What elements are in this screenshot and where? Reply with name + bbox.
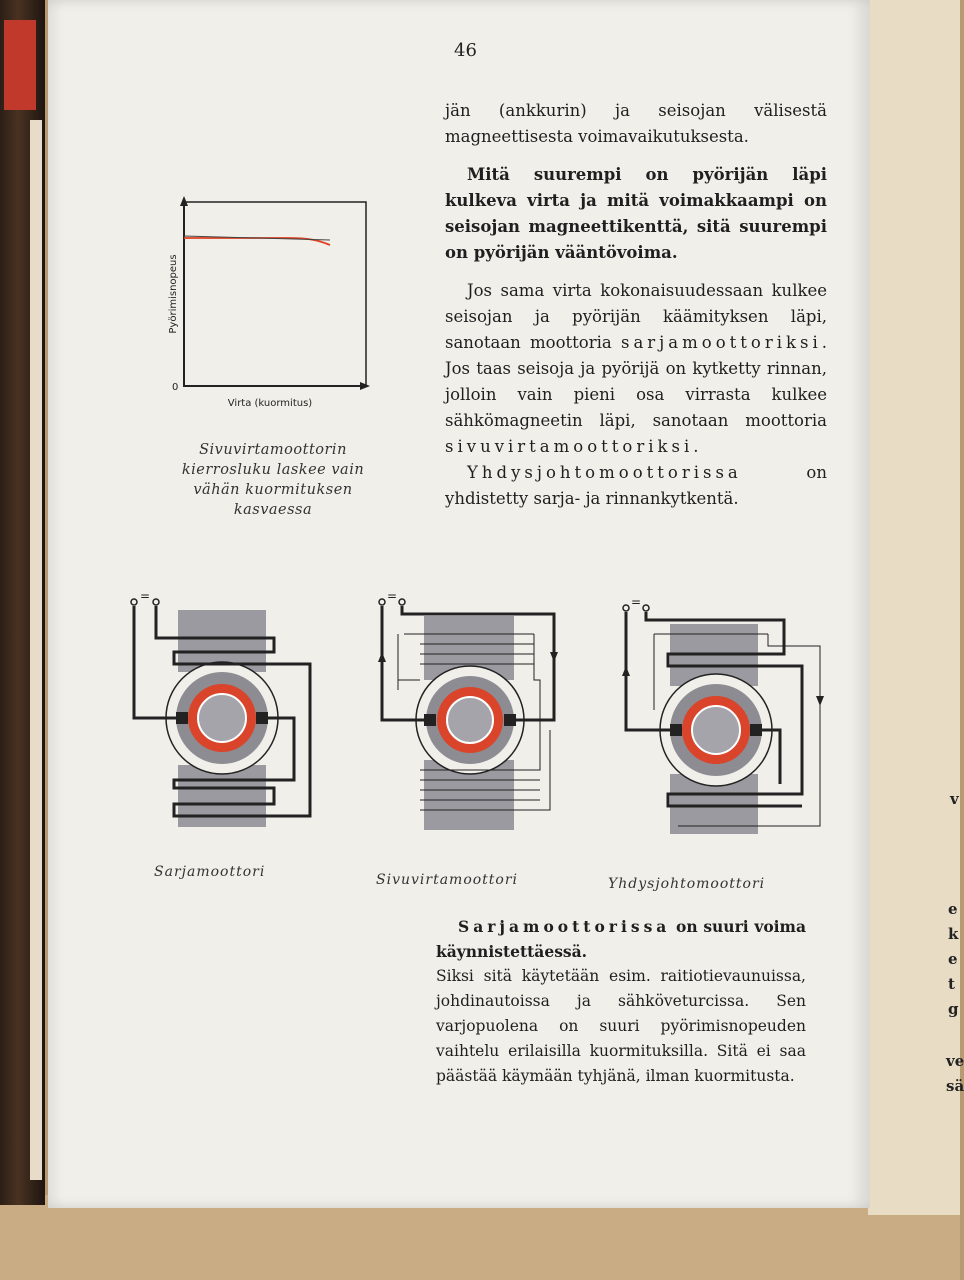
shunt-motor-diagram: [374, 590, 584, 840]
terminal-symbol: =: [631, 595, 642, 609]
terminal-symbol: =: [387, 589, 398, 603]
page-number: 46: [454, 40, 477, 61]
diagram-caption-shunt: Sivuvirtamoottori: [376, 872, 519, 888]
spine-label: [4, 20, 36, 110]
right-text-column: [445, 98, 827, 512]
next-page-fragment: v: [950, 790, 959, 808]
paragraph: Jos sama virta kokonaisuudessaan kulkee seisojan ja pyörijän käämityksen läpi, sanotaan moottoria sarjamoottoriksi. Jos taas seisoja ja pyörijä on kytketty rinnan, jolloin vain pieni osa virrasta kulkee sähkömagneetin läpi, sanotaan moottoria sivuvirtamoottoriksi.: [445, 281, 827, 456]
paragraph: jän (ankkurin) ja seisojan välisestä magneettisesta voimavaikutuksesta.: [445, 101, 827, 146]
origin-label: 0: [172, 382, 179, 393]
next-page-fragment: t: [948, 975, 955, 993]
bottom-text-column: [436, 914, 806, 1089]
next-page-fragment: e: [948, 900, 958, 918]
terminal-symbol: =: [140, 589, 151, 603]
next-page-fragment: k: [948, 925, 959, 943]
next-page-fragment: g: [948, 1000, 959, 1018]
x-axis-label: Virta (kuormitus): [227, 398, 313, 409]
speed-load-graph: [158, 190, 418, 420]
next-page-fragment: sä: [946, 1077, 964, 1095]
diagram-caption-compound: Yhdysjohtomoottori: [608, 876, 766, 892]
bold-statement: Sarjamoottorissa on suuri voima käynnistettäessä.: [436, 917, 806, 961]
page-edges: [30, 120, 42, 1180]
compound-motor-diagram: [618, 594, 838, 844]
y-axis-label: Pyörimisnopeus: [168, 254, 179, 334]
next-page-fragment: ve: [946, 1052, 964, 1070]
spaced-term: Sarjamoottorissa: [458, 917, 671, 936]
diagram-caption-series: Sarjamoottori: [154, 864, 266, 880]
spaced-term: Yhdysjohtomoottorissa: [467, 463, 742, 482]
paragraph: Siksi sitä käytetään esim. raitiotievaunuissa, johdinautoissa ja sähköveturcissa. Sen varjopuolena on suuri pyörimisnopeuden vaihtelu erilaisilla kuormituksilla. Sitä ei saa päästää käymään tyhjänä, ilman kuormitusta.: [436, 967, 806, 1085]
spaced-term: sivuvirtamoottoriksi: [445, 437, 694, 456]
next-page: [868, 0, 964, 1215]
next-page-fragment: e: [948, 950, 958, 968]
book-page: [48, 0, 870, 1208]
bold-statement: Mitä suurempi on pyörijän läpi kulkeva virta ja mitä voimakkaampi on seisojan magneettikenttä, sitä suurempi on pyörijän vääntövoima.: [445, 165, 827, 262]
paragraph: Yhdysjohtomoottorissa on yhdistetty sarja- ja rinnankytkentä.: [445, 463, 827, 508]
spaced-term: sarjamoottoriksi: [620, 333, 822, 352]
series-motor-diagram: [126, 590, 326, 840]
graph-caption: Sivuvirtamoottorin kierrosluku laskee vain vähän kuormituksen kasvaessa: [181, 442, 365, 518]
